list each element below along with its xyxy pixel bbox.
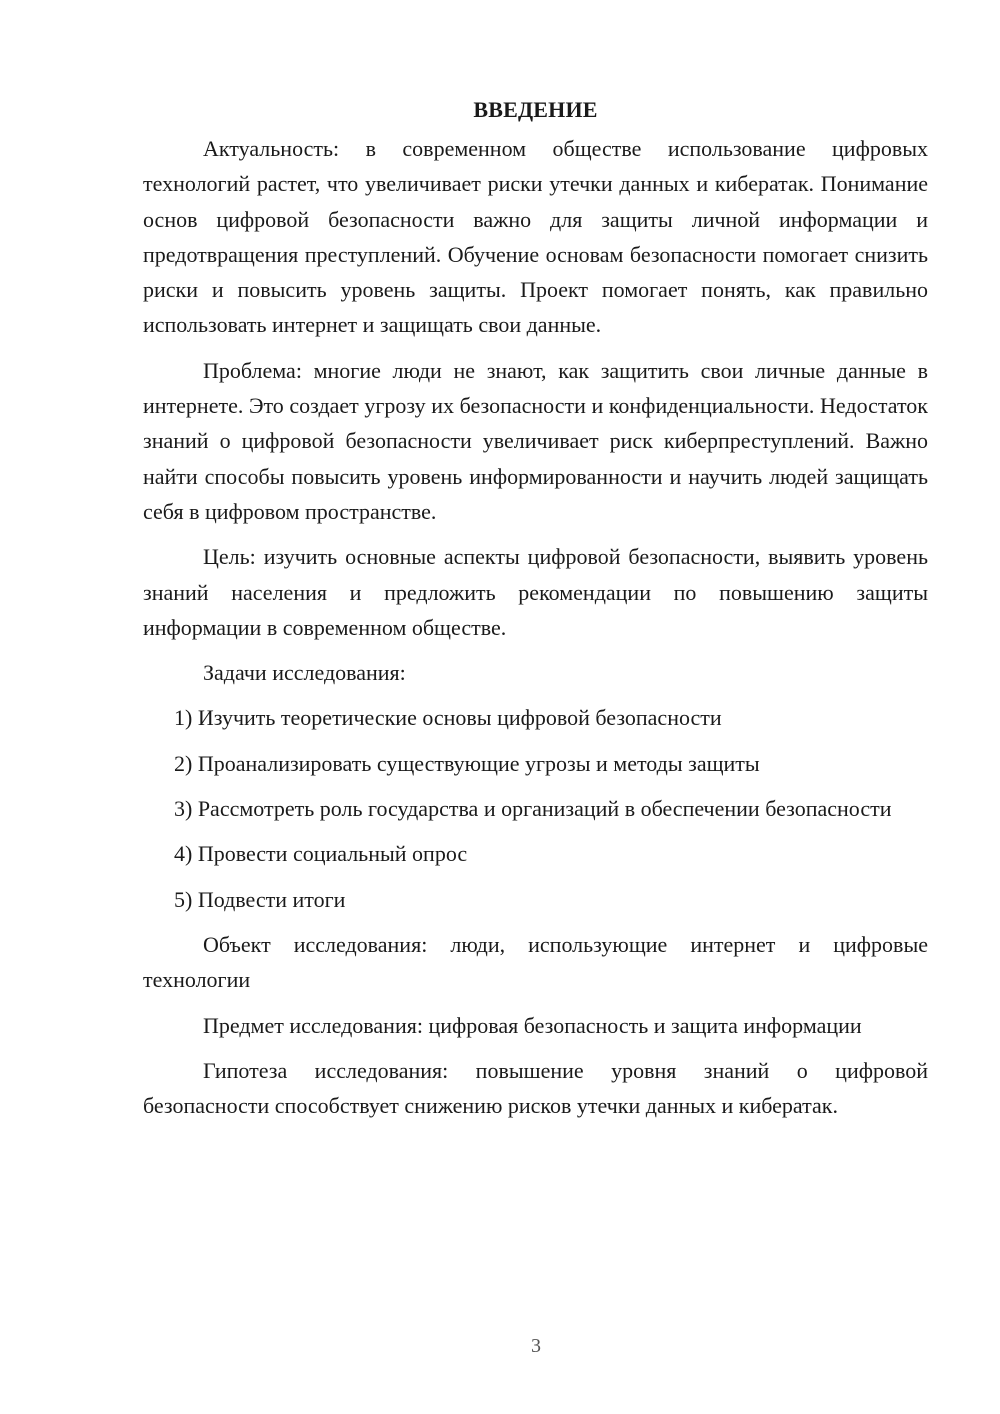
object-paragraph: Объект исследования: люди, использующие интернет и цифровые технологии [143,931,928,993]
document-page [143,92,928,1133]
page-title: ВВЕДЕНИЕ [473,97,598,122]
tasks-list [143,700,928,916]
list-item: 1) Изучить теоретические основы цифровой безопасности [174,705,722,731]
list-item: 2) Проанализировать существующие угрозы и методы защиты [174,750,760,776]
list-item: 4) Провести социальный опрос [174,841,468,867]
list-item: 3) Рассмотреть роль государства и организаций в обеспечении безопасности [174,796,892,822]
goal-paragraph: Цель: изучить основные аспекты цифровой безопасности, выявить уровень знаний населения и предложить рекомендации по повышению защиты информации в современном обществе. [143,544,928,640]
relevance-paragraph: Актуальность: в современном обществе использование цифровых технологий растет, что увеличивает риски утечки данных и кибератак. Понимание основ цифровой безопасности важно для защиты личной информации и предотвращения преступлений. Обучение основам безопасности помогает снизить риски и повысить уровень защиты. Проект помогает понять, как правильно использовать интернет и защищать свои данные. [143,136,928,338]
tasks-heading: Задачи исследования: [203,660,406,686]
problem-paragraph: Проблема: многие люди не знают, как защитить свои личные данные в интернете. Это создает угрозу их безопасности и конфиденциальности. Недостаток знаний о цифровой безопасности увеличивает риск киберпреступлений. Важно найти способы повысить уровень информированности и научить людей защищать себя в цифровом пространстве. [143,357,928,524]
page-number: 3 [531,1335,541,1357]
subject-paragraph: Предмет исследования: цифровая безопасность и защита информации [203,1012,862,1038]
list-item: 5) Подвести итоги [174,886,346,912]
hypothesis-paragraph: Гипотеза исследования: повышение уровня знаний о цифровой безопасности способствует снижению рисков утечки данных и кибератак. [143,1057,928,1119]
